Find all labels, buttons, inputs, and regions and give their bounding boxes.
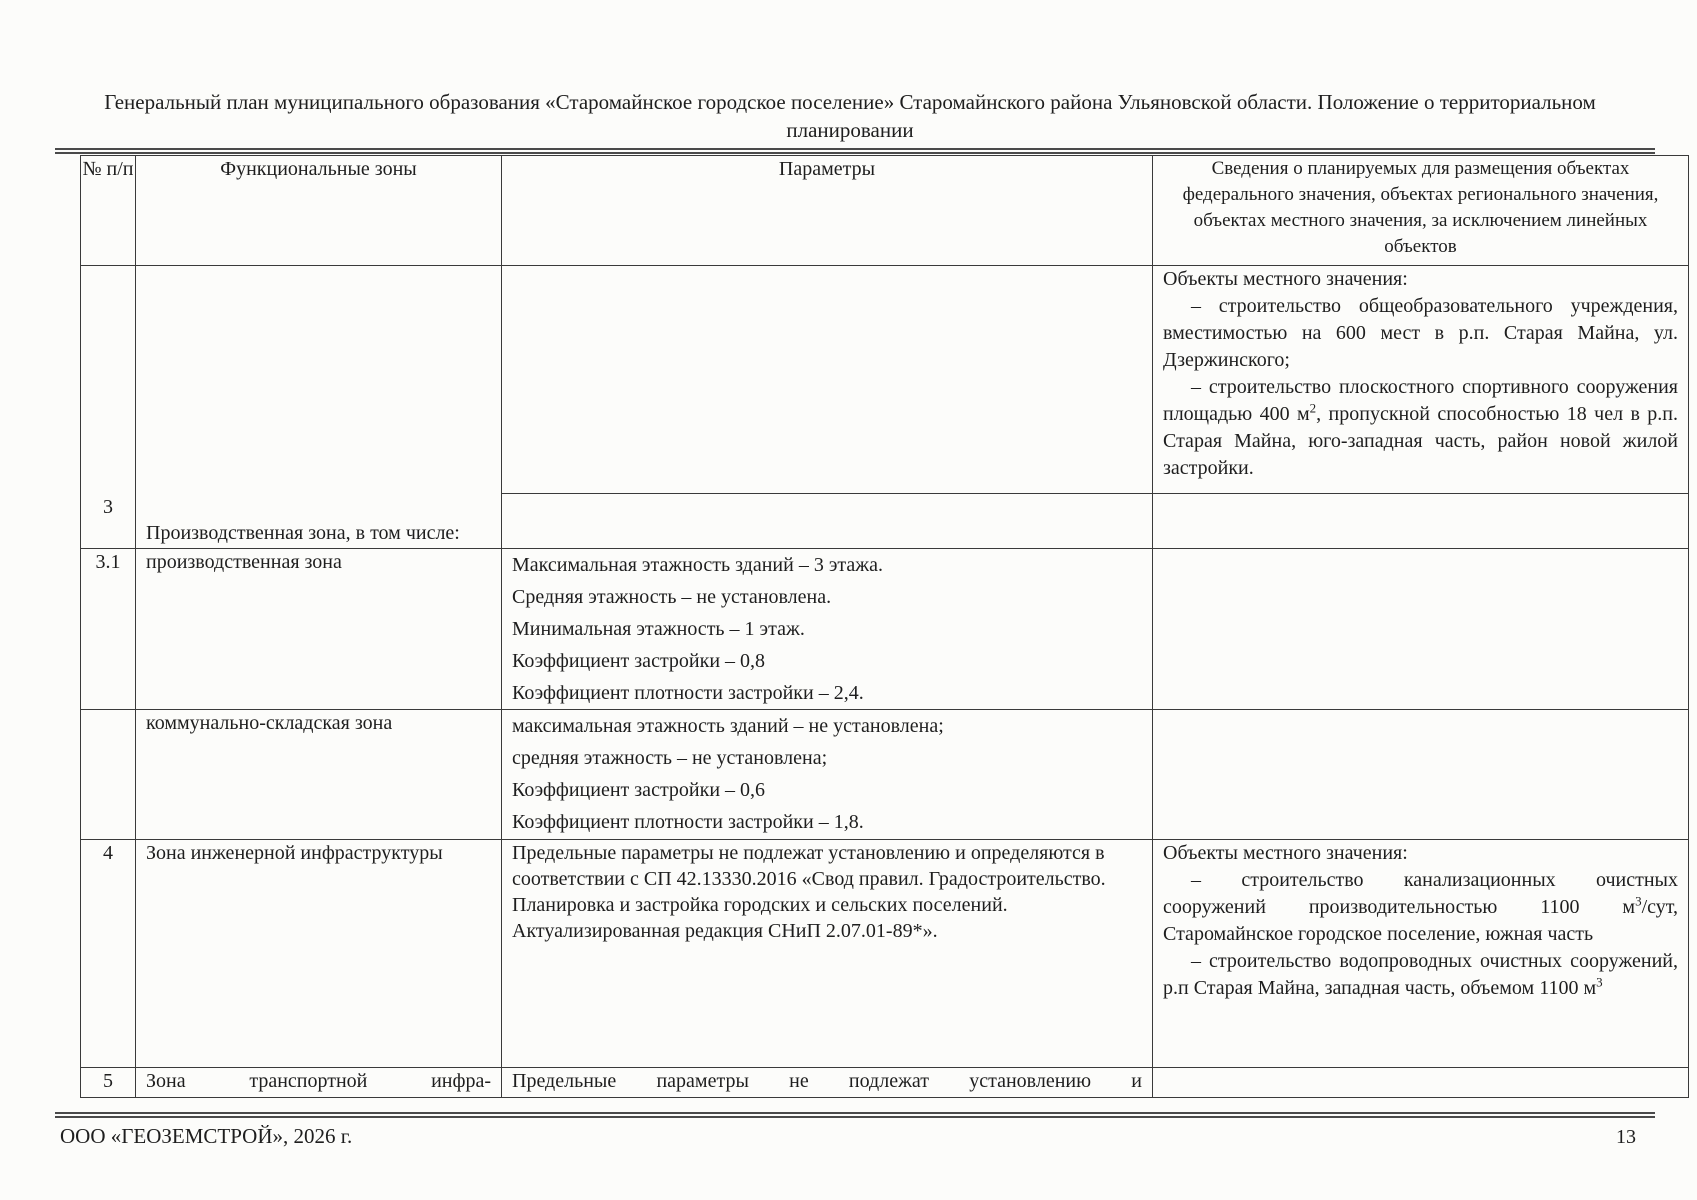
column-header-info: Сведения о планируемых для размещения объектах федерального значения, объектах регионального значения, объектах местного значения, за исключением линейных объектов <box>1153 156 1689 266</box>
superscript: 2 <box>1309 400 1317 416</box>
info-text-part: /сут, Старомайнское городское поселение, южная часть <box>1163 896 1678 945</box>
param-line: Средняя этажность – не установлена. <box>512 586 832 608</box>
table-header-row <box>81 156 1689 266</box>
zone-name: Зона инженерной инфраструктуры <box>136 840 502 1068</box>
params-cell: Предельные параметры не подлежат установлению и определяются в соответствии с СП 42.13330.2016 «Свод правил. Градостроительство. Планировка и застройка городских и сельских поселений. Актуализированная редакция СНиП 2.07.01-89*». <box>502 840 1153 1068</box>
page-number: 13 <box>1616 1126 1636 1148</box>
table-row <box>81 549 1689 710</box>
info-text-part: , пропускной способностью 18 чел в р.п. Старая Майна, юго-западная часть, район новой жилой застройки. <box>1163 403 1679 479</box>
table-row <box>81 266 1689 494</box>
superscript: 3 <box>1635 893 1642 909</box>
info-title: Объекты местного значения: <box>1163 268 1408 290</box>
param-line: Коэффициент застройки – 0,8 <box>512 650 766 672</box>
table-row <box>81 710 1689 840</box>
info-text-part: – строительство водопроводных очистных сооружений, р.п Старая Майна, западная часть, объемом 1100 м <box>1163 950 1678 999</box>
zone-name: Зона транспортной инфра- <box>136 1068 502 1098</box>
info-cell <box>1153 710 1689 840</box>
info-cell <box>1153 494 1689 549</box>
param-line: Минимальная этажность – 1 этаж. <box>512 618 805 640</box>
column-header-params: Параметры <box>502 156 1153 266</box>
page-header-title: Генеральный план муниципального образования «Старомайнское городское поселение» Старомайнского района Ульяновской области. Положение о территориальном планировании <box>104 90 1596 142</box>
params-cell <box>502 710 1153 840</box>
row-num: 3.1 <box>81 549 136 710</box>
params-cell <box>502 494 1153 549</box>
row-num: 4 <box>81 840 136 1068</box>
header-divider <box>55 148 1655 154</box>
param-line: Коэффициент плотности застройки – 2,4. <box>512 682 864 704</box>
row-num-cell <box>81 266 136 549</box>
superscript: 3 <box>1596 974 1603 990</box>
info-text-part: – строительство канализационных очистных сооружений производительностью 1100 м <box>1163 869 1678 918</box>
info-cell <box>1153 840 1689 1068</box>
row-num: 3 <box>103 496 113 518</box>
info-text-part: – строительство плоскостного спортивного сооружения площадью 400 м <box>1163 376 1678 425</box>
row-num-cell <box>81 710 136 840</box>
params-cell: Предельные параметры не подлежат установлению и <box>502 1068 1153 1098</box>
zones-table <box>80 155 1689 1098</box>
footer-divider <box>55 1112 1655 1118</box>
info-bullet <box>1163 374 1678 482</box>
info-cell <box>1153 1068 1689 1098</box>
info-bullet <box>1163 867 1678 948</box>
column-header-num: № п/п <box>81 156 136 266</box>
zone-name: Производственная зона, в том числе: <box>146 522 460 544</box>
table-row <box>81 1068 1689 1098</box>
column-header-zones: Функциональные зоны <box>136 156 502 266</box>
info-bullet: – строительство общеобразовательного учреждения, вместимостью на 600 мест в р.п. Старая Майна, ул. Дзержинского; <box>1163 295 1678 371</box>
param-line: максимальная этажность зданий – не установлена; <box>512 715 944 737</box>
param-line: средняя этажность – не установлена; <box>512 747 828 769</box>
param-line: Максимальная этажность зданий – 3 этажа. <box>512 554 883 576</box>
params-cell <box>502 266 1153 494</box>
params-cell <box>502 549 1153 710</box>
info-bullet <box>1163 948 1678 1002</box>
param-line: Коэффициент застройки – 0,6 <box>512 779 766 801</box>
row-num: 5 <box>81 1068 136 1098</box>
info-cell <box>1153 266 1689 494</box>
param-line: Коэффициент плотности застройки – 1,8. <box>512 811 864 833</box>
table-row <box>81 840 1689 1068</box>
zone-name: коммунально-складская зона <box>136 710 502 840</box>
zone-cell <box>136 266 502 549</box>
info-cell <box>1153 549 1689 710</box>
footer-company: ООО «ГЕОЗЕМСТРОЙ», 2026 г. <box>60 1124 353 1148</box>
zone-name: производственная зона <box>136 549 502 710</box>
info-title: Объекты местного значения: <box>1163 842 1408 864</box>
